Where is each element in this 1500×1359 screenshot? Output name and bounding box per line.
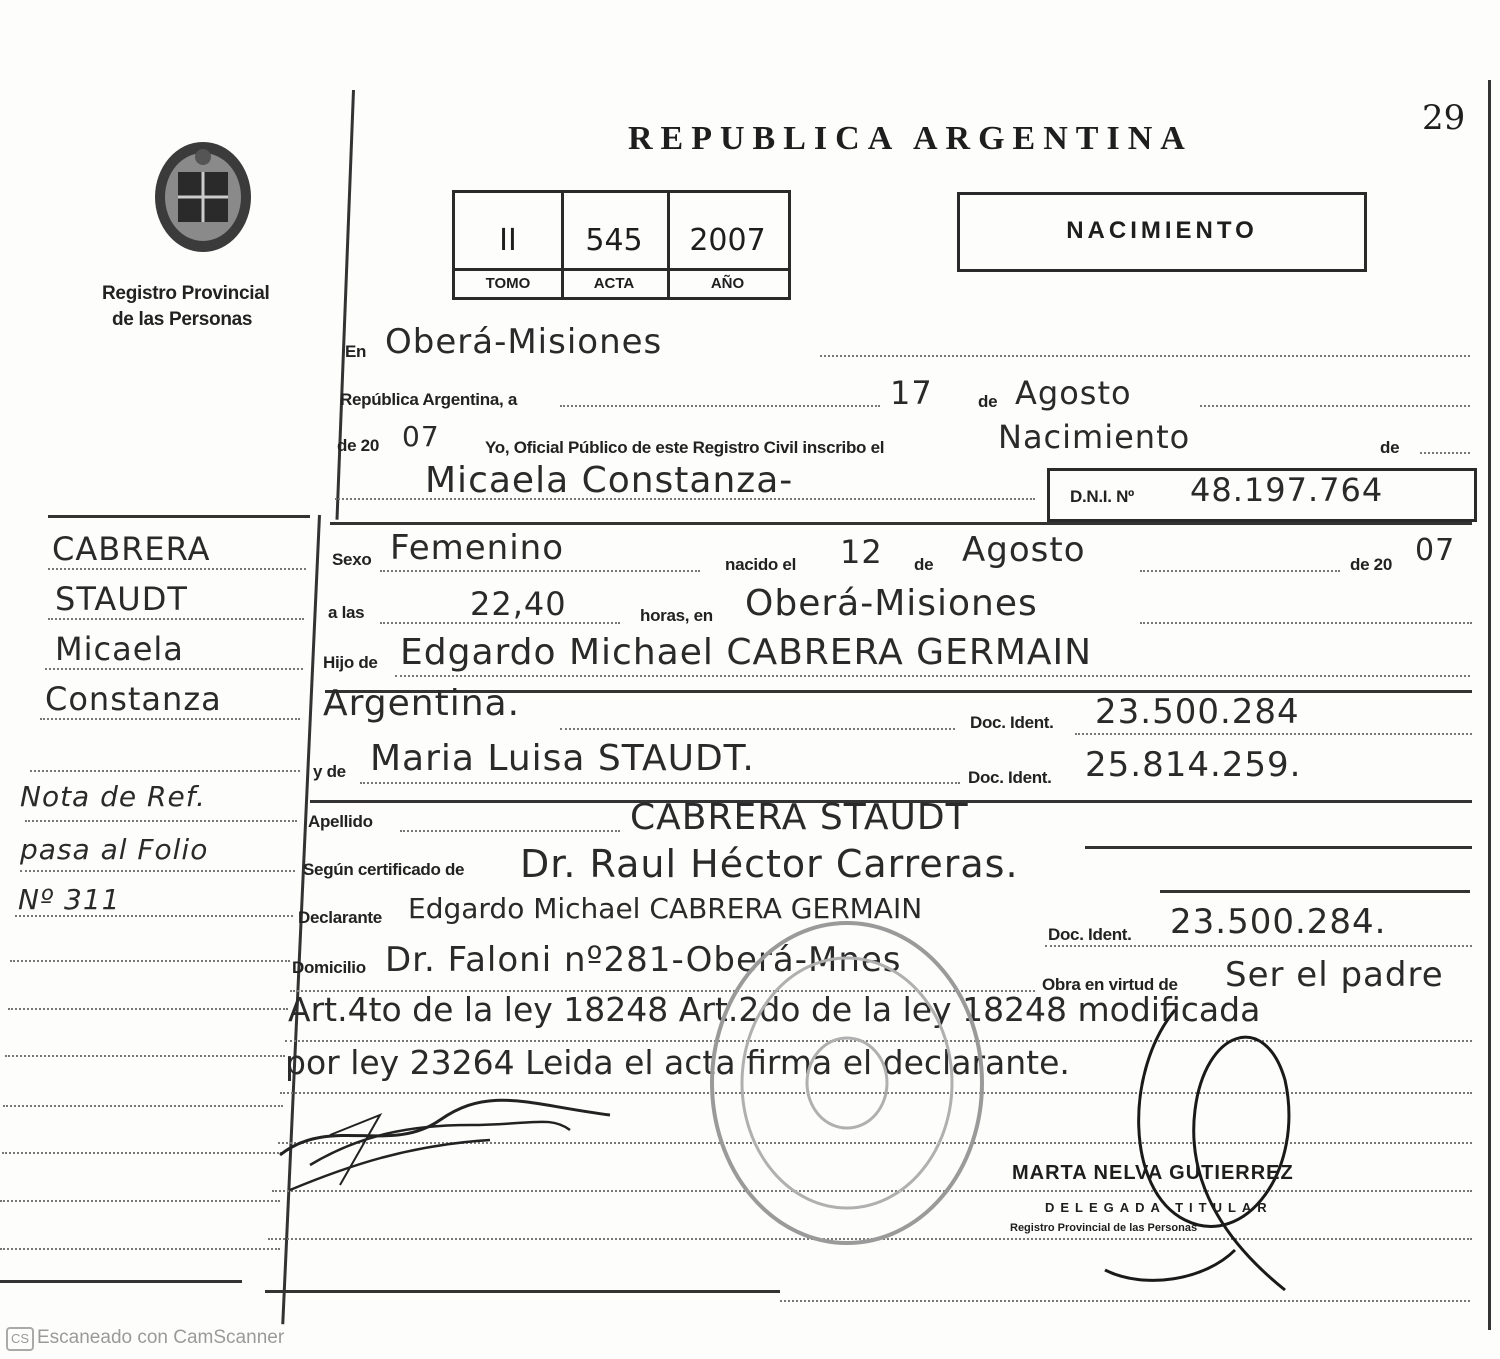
padre-nacionalidad: Argentina. xyxy=(323,683,521,724)
domicilio-value: Dr. Faloni nº281-Oberá-Mnes xyxy=(385,940,902,980)
de-label: de xyxy=(978,392,998,411)
anio-label: AÑO xyxy=(667,268,788,297)
dia-value: 17 xyxy=(890,374,933,412)
nac-dia-value: 12 xyxy=(840,533,883,571)
page-number: 29 xyxy=(1422,98,1466,138)
margin-line-2: STAUDT xyxy=(55,580,188,618)
hijo-label: Hijo de xyxy=(323,653,378,672)
record-number-box xyxy=(452,190,791,300)
registry-name-line2: de las Personas xyxy=(112,309,253,330)
official-seal-stamp xyxy=(705,918,990,1248)
declarant-signature xyxy=(270,1095,620,1205)
margin-line-1: CABRERA xyxy=(52,530,211,568)
nombre-value: Micaela Constanza- xyxy=(425,460,794,501)
ref-line-2: pasa al Folio xyxy=(20,833,209,866)
nota-line-1: Art.4to de la ley 18248 Art.2do de la ley 18248 modificada xyxy=(288,990,1261,1029)
certificado-label: Según certificado de xyxy=(303,860,465,879)
acta-value: 545 xyxy=(585,223,643,258)
tipo-value: Nacimiento xyxy=(998,418,1191,456)
acta-label: ACTA xyxy=(561,268,667,297)
padre-doc-value: 23.500.284 xyxy=(1095,692,1300,732)
declarante-doc-value: 23.500.284. xyxy=(1170,902,1387,942)
en-label: En xyxy=(345,342,367,361)
declarante-label: Declarante xyxy=(298,908,382,927)
officer-name: MARTA NELVA GUTIERREZ xyxy=(1012,1162,1294,1184)
madre-doc-value: 25.814.259. xyxy=(1085,745,1302,785)
lugar-value: Oberá-Misiones xyxy=(385,322,663,362)
nac-mes-value: Agosto xyxy=(962,530,1086,570)
nac-de-label: de xyxy=(914,555,934,574)
record-type: NACIMIENTO xyxy=(1066,217,1258,244)
obra-value: Ser el padre xyxy=(1225,955,1444,995)
mes-value: Agosto xyxy=(1015,374,1132,412)
hora-value: 22,40 xyxy=(470,585,567,623)
padre-doc-label: Doc. Ident. xyxy=(970,713,1054,732)
nac-anio-suffix: 07 xyxy=(1415,533,1456,568)
oficial-label: Yo, Oficial Público de este Registro Civil inscribo el xyxy=(485,438,885,457)
tomo-label: TOMO xyxy=(455,268,561,297)
madre-doc-label: Doc. Ident. xyxy=(968,768,1052,787)
officer-office: Registro Provincial de las Personas xyxy=(1010,1222,1198,1234)
certificado-value: Dr. Raul Héctor Carreras. xyxy=(520,842,1019,886)
scanner-watermark: Escaneado con CamScanner xyxy=(37,1327,285,1348)
margin-line-4: Constanza xyxy=(45,680,222,718)
declarante-doc-label: Doc. Ident. xyxy=(1048,925,1132,944)
alas-label: a las xyxy=(328,603,365,622)
document-title: REPUBLICA ARGENTINA xyxy=(628,120,1193,157)
declarante-value: Edgardo Michael CABRERA GERMAIN xyxy=(408,892,923,925)
nac-lugar-value: Oberá-Misiones xyxy=(745,583,1038,624)
horas-label: horas, en xyxy=(640,606,713,625)
nac-de20-label: de 20 xyxy=(1350,555,1392,574)
acta-cell xyxy=(561,193,670,297)
registry-name-line1: Registro Provincial xyxy=(102,283,270,304)
republica-label: República Argentina, a xyxy=(340,390,517,409)
anio-value: 2007 xyxy=(689,223,766,258)
padre-value: Edgardo Michael CABRERA GERMAIN xyxy=(400,632,1093,673)
camscanner-icon: CS xyxy=(6,1327,34,1351)
madre-value: Maria Luisa STAUDT. xyxy=(370,738,755,779)
obra-label: Obra en virtud de xyxy=(1042,975,1178,994)
page-right-edge xyxy=(1488,80,1491,1330)
tomo-cell xyxy=(455,193,564,297)
nacido-label: nacido el xyxy=(725,555,796,574)
tomo-value: II xyxy=(499,223,517,258)
dni-value: 48.197.764 xyxy=(1190,471,1384,509)
domicilio-label: Domicilio xyxy=(292,958,366,977)
officer-role: DELEGADA TITULAR xyxy=(1045,1200,1273,1215)
ref-line-1: Nota de Ref. xyxy=(20,780,206,813)
sexo-value: Femenino xyxy=(390,528,564,568)
margin-line-3: Micaela xyxy=(55,630,184,668)
yde-label: y de xyxy=(313,762,346,781)
apellido-value: CABRERA STAUDT xyxy=(630,797,969,838)
provincial-emblem-icon xyxy=(148,137,258,257)
sexo-label: Sexo xyxy=(332,550,372,569)
dni-label: D.N.I. Nº xyxy=(1070,487,1134,506)
anio-cell xyxy=(667,193,788,297)
ref-line-3: Nº 311 xyxy=(18,883,121,916)
anio-suffix: 07 xyxy=(402,420,440,453)
de-label-2: de xyxy=(1380,438,1400,457)
apellido-label: Apellido xyxy=(308,812,373,831)
nota-line-2: por ley 23264 Leida el acta firma el declarante. xyxy=(285,1043,1070,1082)
officer-signature xyxy=(1085,990,1325,1310)
dni-box xyxy=(1047,468,1477,522)
de20-label: de 20 xyxy=(337,436,379,455)
record-type-box xyxy=(957,192,1367,272)
